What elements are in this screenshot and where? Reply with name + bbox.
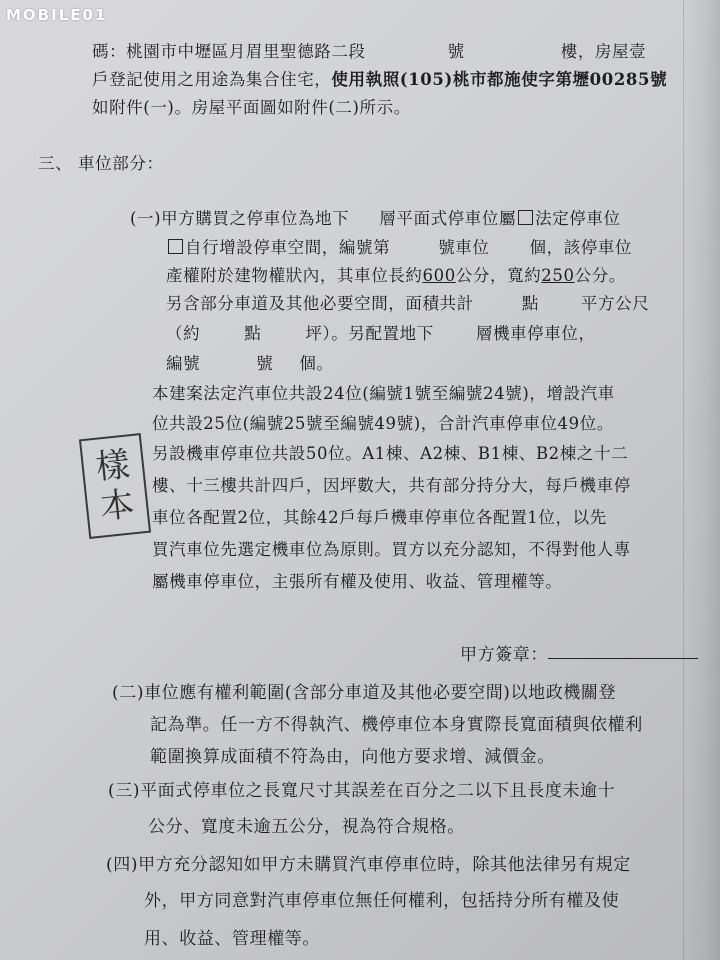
parking-note-2: 位共設25位(編號25號至編號49號)，合計汽車停車位49位。 [152, 414, 614, 433]
number-label: 號 [447, 42, 465, 61]
clause-2-line-2: 記為準。任一方不得執汽、機停車位本身實際長寬面積與依權利 [150, 715, 643, 735]
parking-note-5: 車位各配置2位，其餘42戶每戶機車停車位各配置1位，以先 [152, 508, 607, 527]
page-edge [683, 0, 684, 960]
clause-4-line-2: 外，甲方同意對汽車停車位無任何權利，包括持分所有權及使 [144, 891, 620, 911]
parking-note-1: 本建案法定汽車位共設24位(編號1號至編號24號)，增設汽車 [152, 384, 615, 403]
width-value: 250 [541, 266, 575, 285]
clause-3-line-1: (三)平面式停車位之長寬尺寸其誤差在百分之二以下且長度未逾十 [108, 781, 616, 801]
text-line-1 [92, 38, 646, 62]
clause-4-line-1: (四)甲方充分認知如甲方未購買汽車停車位時，除其他法律另有規定 [106, 855, 631, 875]
clause-1-line-1: (一)甲方購買之停車位為地下 層平面式停車位屬 法定停車位 [130, 209, 621, 228]
clause-1-line-6: 編號 號 個。 [166, 354, 334, 373]
sample-stamp [79, 433, 151, 539]
clause-1-line-5: （約 點 坪）。另配置地下 層機車停車位， [166, 324, 596, 343]
clause-1-line-4: 另含部分車道及其他必要空間，面積共計 點 平方公尺 [166, 294, 650, 313]
license-text: 使用執照(105)桃市都施使字第壢00285號 [331, 70, 668, 89]
floor-text: 樓，房屋壹 [560, 42, 647, 61]
length-value: 600 [422, 266, 456, 285]
parking-note-4: 樓、十三樓共計四戶，因坪數大，共有部分持分大，每戶機車停 [152, 476, 631, 495]
clause-4-line-3: 用、收益、管理權等。 [144, 929, 320, 949]
parking-note-7: 屬機車停車位，主張所有權及使用、收益、管理權等。 [152, 572, 563, 591]
text-line-2 [92, 66, 667, 90]
clause-1-line-2: 自行增設停車空間，編號第 號車位 個，該停車位 [166, 234, 632, 258]
text-line-3: 如附件(一)。房屋平面圖如附件(二)所示。 [92, 98, 411, 117]
usage-text: 戶登記使用之用途為集合住宅， [92, 70, 332, 89]
stamp-char-2: 本 [98, 484, 137, 528]
checkbox-legal[interactable] [518, 210, 533, 225]
parking-note-3: 另設機車停車位共設50位。A1棟、A2棟、B1棟、B2棟之十二 [152, 444, 629, 463]
address-text: 碼：桃園市中壢區月眉里聖德路二段 [92, 42, 366, 61]
stamp-char-1: 樣 [93, 444, 132, 488]
clause-2-line-1: (二)車位應有權利範圍(含部分車道及其他必要空間)以地政機關登 [112, 683, 617, 703]
page-shadow [682, 0, 720, 960]
clause-2-line-3: 範圍換算成面積不符為由，向他方要求增、減價金。 [150, 747, 555, 767]
clause-1-line-3: 產權附於建物權狀內，其車位長約600公分，寬約250公分。 [166, 266, 626, 285]
signature-line[interactable] [548, 658, 698, 659]
section-heading: 三、 車位部分： [38, 154, 164, 173]
watermark: MOBILE01 [6, 6, 108, 24]
signature-label: 甲方簽章： [460, 645, 548, 665]
clause-3-line-2: 公分、寬度未逾五公分，視為符合規格。 [148, 817, 465, 837]
checkbox-added[interactable] [168, 239, 183, 254]
parking-note-6: 買汽車位先選定機車位為原則。買方以充分認知，不得對他人專 [152, 540, 631, 559]
